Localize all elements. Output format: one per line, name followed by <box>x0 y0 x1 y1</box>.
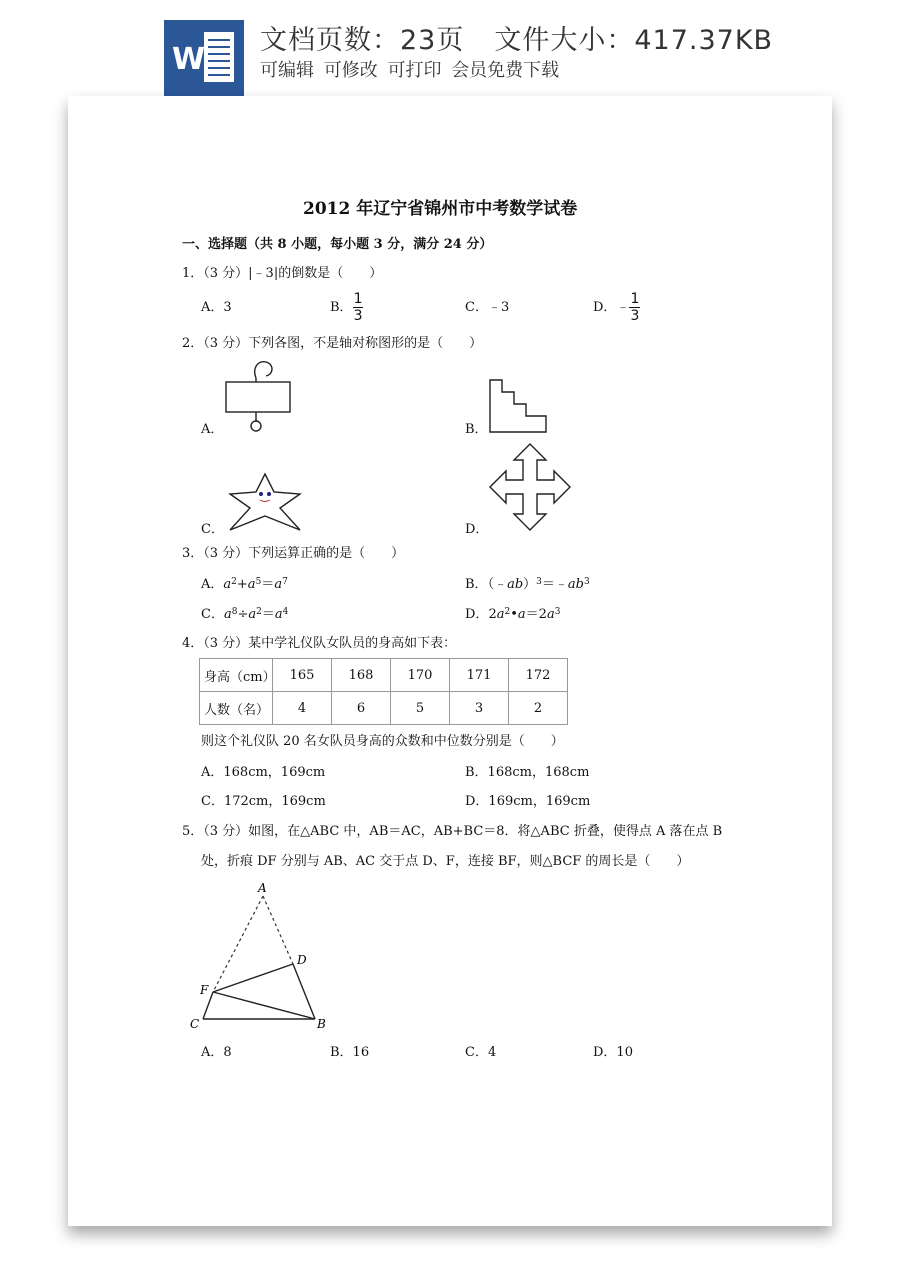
table-cell: 2 <box>509 692 568 725</box>
q1-option-b-fraction: $\frac{1}{3}$ <box>353 291 363 324</box>
banner-features: 可编辑 可修改 可打印 会员免费下载 <box>260 60 560 81</box>
vertex-label-d: D <box>297 953 307 967</box>
table-cell: 172 <box>509 659 568 692</box>
document-page <box>68 96 832 1226</box>
q5-option-b: B．16 <box>330 1045 370 1060</box>
q1-option-d: D．﹣ $\frac{1}{3}$ <box>593 291 640 324</box>
q1-stem: 1．（3 分）|﹣3|的倒数是（ ） <box>182 266 383 281</box>
section-heading-choice: 一、选择题（共 8 小题，每小题 3 分，满分 24 分） <box>182 237 493 252</box>
banner-file-info <box>260 18 773 57</box>
table-cell: 165 <box>273 659 332 692</box>
q3-option-d: D．$2a^2•a=2a^3$ <box>465 607 561 622</box>
q4-option-d: D．169cm，169cm <box>465 794 591 809</box>
q4-option-a: A．168cm，169cm <box>201 765 326 780</box>
q2-option-a: A． <box>201 422 224 437</box>
q5-stem-line1: 5．（3 分）如图，在△ABC 中，AB＝AC，AB+BC＝8．将△ABC 折叠，使得点 A 落在点 B <box>182 824 723 839</box>
vertex-label-c: C <box>190 1017 200 1031</box>
q2-option-b: B． <box>465 422 488 437</box>
q5-triangle-figure <box>190 881 336 1032</box>
table-cell: 6 <box>332 692 391 725</box>
table-cell: 5 <box>391 692 450 725</box>
q3-option-b: B．$(﹣ab)^3=﹣ab^3$ <box>465 577 590 592</box>
table-cell: 171 <box>450 659 509 692</box>
page-count-label: 文档页数：23页 <box>260 25 465 56</box>
q5-option-d: D．10 <box>593 1045 633 1060</box>
height-table <box>199 658 568 725</box>
q2-option-d: D． <box>465 522 489 537</box>
q5-option-a: A．8 <box>201 1045 232 1060</box>
q1-option-a: A．3 <box>201 300 232 315</box>
table-cell: 170 <box>391 659 450 692</box>
table-row <box>200 659 568 692</box>
q5-option-c: C．4 <box>465 1045 497 1060</box>
table-row <box>200 692 568 725</box>
q2-stem: 2．（3 分）下列各图，不是轴对称图形的是（ ） <box>182 336 483 351</box>
q4-option-c: C．172cm，169cm <box>201 794 326 809</box>
q2-figure-b-staircase <box>488 378 552 436</box>
file-size-label: 文件大小：417.37KB <box>494 25 774 56</box>
table-cell: 168 <box>332 659 391 692</box>
q3-option-c: C．$a^8\div a^2=a^4$ <box>201 607 289 622</box>
q2-option-c: C． <box>201 522 224 537</box>
q1-option-b: B． $\frac{1}{3}$ <box>330 291 363 324</box>
table-cell: 4 <box>273 692 332 725</box>
table-header-count: 人数（名） <box>200 692 273 725</box>
q5-stem-line2: 处，折痕 DF 分别与 AB、AC 交于点 D、F，连接 BF，则△BCF 的周长是（ ） <box>201 854 690 869</box>
table-cell: 3 <box>450 692 509 725</box>
word-document-icon <box>164 20 244 96</box>
q2-figure-d-arrow-cross <box>488 442 572 532</box>
q4-option-b: B．168cm，168cm <box>465 765 590 780</box>
q2-figure-c-star <box>228 472 304 534</box>
q1-option-d-fraction: $\frac{1}{3}$ <box>630 291 640 324</box>
download-banner <box>0 0 900 96</box>
word-icon-letter: W <box>172 42 206 77</box>
table-header-height: 身高（cm） <box>200 659 273 692</box>
q2-figure-a-hook-frame <box>218 358 298 438</box>
vertex-label-b: B <box>317 1017 326 1031</box>
q4-stem: 4．（3 分）某中学礼仪队女队员的身高如下表： <box>182 636 457 651</box>
vertex-label-f: F <box>200 983 209 997</box>
q4-followup: 则这个礼仪队 20 名女队员身高的众数和中位数分别是（ ） <box>201 734 564 749</box>
vertex-label-a: A <box>258 881 267 895</box>
q3-option-a: A．$a^2+a^5=a^7$ <box>201 577 288 592</box>
exam-title: 2012 年辽宁省锦州市中考数学试卷 <box>303 199 578 219</box>
q3-stem: 3．（3 分）下列运算正确的是（ ） <box>182 546 405 561</box>
q1-option-c: C．﹣3 <box>465 300 510 315</box>
